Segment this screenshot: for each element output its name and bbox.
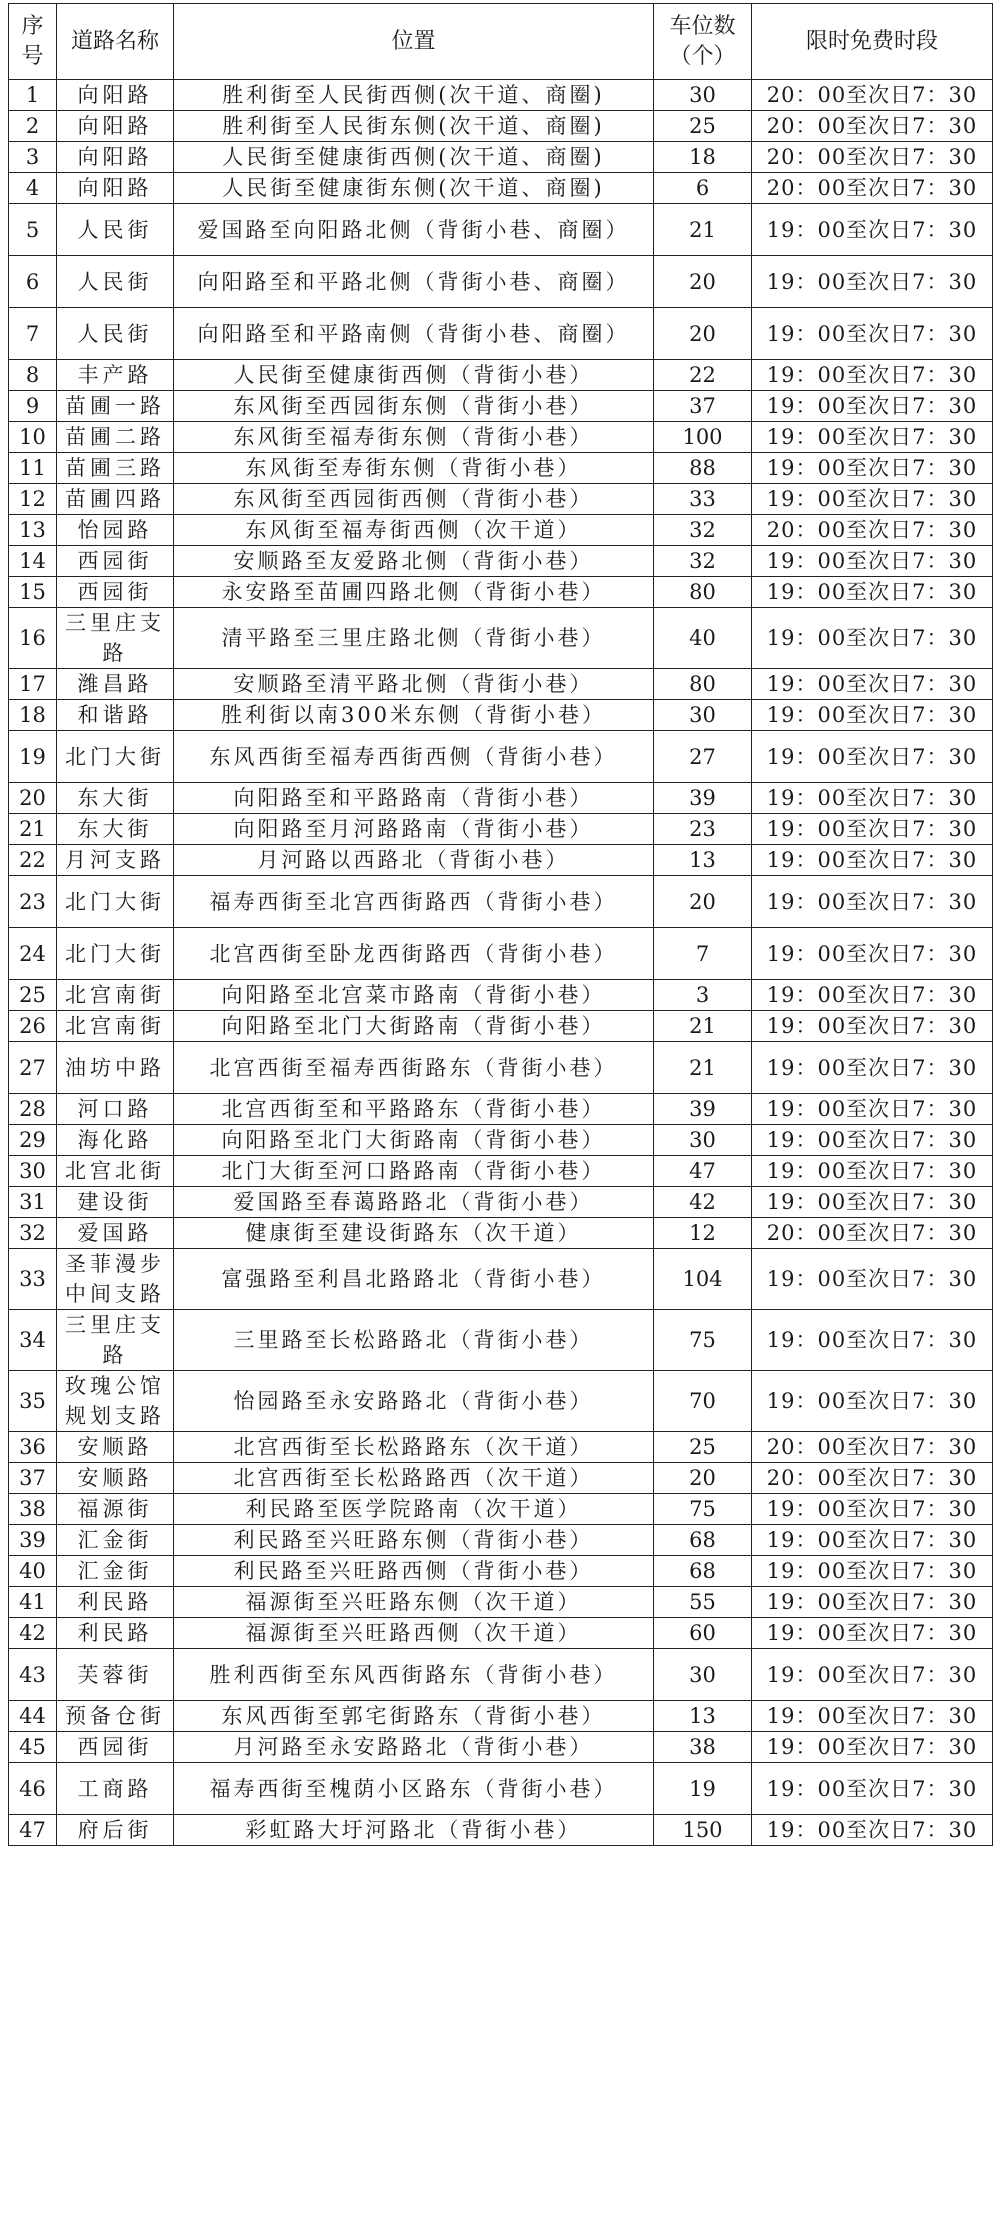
row-spaces: 60 bbox=[654, 1618, 752, 1649]
row-spaces: 23 bbox=[654, 814, 752, 845]
free-parking-table bbox=[8, 3, 993, 1846]
table-row bbox=[9, 814, 993, 845]
row-road-name: 汇金街 bbox=[57, 1556, 174, 1587]
row-road-name: 利民路 bbox=[57, 1618, 174, 1649]
row-road-name: 人民街 bbox=[57, 308, 174, 360]
row-spaces: 27 bbox=[654, 731, 752, 783]
table-row bbox=[9, 391, 993, 422]
row-free-time: 19：00至次日7：30 bbox=[752, 876, 993, 928]
row-free-time: 19：00至次日7：30 bbox=[752, 1042, 993, 1094]
row-road-name: 北门大街 bbox=[57, 731, 174, 783]
row-free-time: 19：00至次日7：30 bbox=[752, 1732, 993, 1763]
row-spaces: 39 bbox=[654, 783, 752, 814]
table-row bbox=[9, 608, 993, 669]
row-index: 12 bbox=[9, 484, 57, 515]
row-index: 16 bbox=[9, 608, 57, 669]
row-free-time: 19：00至次日7：30 bbox=[752, 1525, 993, 1556]
row-location: 爱国路至向阳路北侧（背街小巷、商圈） bbox=[174, 204, 654, 256]
row-spaces: 80 bbox=[654, 669, 752, 700]
row-road-name: 玫瑰公馆规划支路 bbox=[57, 1371, 174, 1432]
row-index: 19 bbox=[9, 731, 57, 783]
row-location: 三里路至长松路路北（背街小巷） bbox=[174, 1310, 654, 1371]
row-location: 向阳路至和平路南侧（背街小巷、商圈） bbox=[174, 308, 654, 360]
row-index: 32 bbox=[9, 1218, 57, 1249]
row-index: 40 bbox=[9, 1556, 57, 1587]
table-row bbox=[9, 1618, 993, 1649]
row-road-name: 北门大街 bbox=[57, 928, 174, 980]
row-location: 东风街至寿街东侧（背街小巷） bbox=[174, 453, 654, 484]
row-road-name: 北宫南街 bbox=[57, 980, 174, 1011]
table-row bbox=[9, 256, 993, 308]
row-free-time: 19：00至次日7：30 bbox=[752, 1649, 993, 1701]
row-index: 20 bbox=[9, 783, 57, 814]
table-row bbox=[9, 1011, 993, 1042]
row-spaces: 20 bbox=[654, 1463, 752, 1494]
row-road-name: 东大街 bbox=[57, 783, 174, 814]
row-location: 向阳路至和平路北侧（背街小巷、商圈） bbox=[174, 256, 654, 308]
row-index: 22 bbox=[9, 845, 57, 876]
row-index: 9 bbox=[9, 391, 57, 422]
row-location: 北宫西街至和平路路东（背街小巷） bbox=[174, 1094, 654, 1125]
row-index: 17 bbox=[9, 669, 57, 700]
row-spaces: 32 bbox=[654, 546, 752, 577]
row-index: 7 bbox=[9, 308, 57, 360]
row-road-name: 西园街 bbox=[57, 577, 174, 608]
row-free-time: 20：00至次日7：30 bbox=[752, 111, 993, 142]
row-free-time: 19：00至次日7：30 bbox=[752, 669, 993, 700]
row-location: 东风西街至郭宅街路东（背街小巷） bbox=[174, 1701, 654, 1732]
table-row bbox=[9, 1701, 993, 1732]
row-location: 向阳路至和平路路南（背街小巷） bbox=[174, 783, 654, 814]
row-location: 东风街至福寿街东侧（背街小巷） bbox=[174, 422, 654, 453]
row-index: 36 bbox=[9, 1432, 57, 1463]
row-road-name: 潍昌路 bbox=[57, 669, 174, 700]
table-row bbox=[9, 1156, 993, 1187]
table-header-row bbox=[9, 4, 993, 80]
row-location: 富强路至利昌北路路北（背街小巷） bbox=[174, 1249, 654, 1310]
row-index: 1 bbox=[9, 80, 57, 111]
row-road-name: 北宫北街 bbox=[57, 1156, 174, 1187]
row-spaces: 13 bbox=[654, 1701, 752, 1732]
row-spaces: 38 bbox=[654, 1732, 752, 1763]
row-index: 39 bbox=[9, 1525, 57, 1556]
row-road-name: 汇金街 bbox=[57, 1525, 174, 1556]
row-free-time: 20：00至次日7：30 bbox=[752, 1463, 993, 1494]
table-row bbox=[9, 1815, 993, 1846]
row-free-time: 20：00至次日7：30 bbox=[752, 1432, 993, 1463]
row-spaces: 6 bbox=[654, 173, 752, 204]
row-road-name: 工商路 bbox=[57, 1763, 174, 1815]
row-free-time: 19：00至次日7：30 bbox=[752, 1310, 993, 1371]
row-spaces: 40 bbox=[654, 608, 752, 669]
row-spaces: 21 bbox=[654, 1042, 752, 1094]
row-free-time: 19：00至次日7：30 bbox=[752, 308, 993, 360]
row-index: 35 bbox=[9, 1371, 57, 1432]
row-spaces: 12 bbox=[654, 1218, 752, 1249]
row-location: 安顺路至清平路北侧（背街小巷） bbox=[174, 669, 654, 700]
table-row bbox=[9, 422, 993, 453]
row-index: 13 bbox=[9, 515, 57, 546]
row-location: 北宫西街至卧龙西街路西（背街小巷） bbox=[174, 928, 654, 980]
row-location: 福源街至兴旺路西侧（次干道） bbox=[174, 1618, 654, 1649]
row-free-time: 19：00至次日7：30 bbox=[752, 928, 993, 980]
row-index: 33 bbox=[9, 1249, 57, 1310]
table-row bbox=[9, 1525, 993, 1556]
row-index: 27 bbox=[9, 1042, 57, 1094]
row-index: 23 bbox=[9, 876, 57, 928]
row-free-time: 19：00至次日7：30 bbox=[752, 1701, 993, 1732]
row-index: 43 bbox=[9, 1649, 57, 1701]
table-row bbox=[9, 928, 993, 980]
table-row bbox=[9, 80, 993, 111]
table-row bbox=[9, 1218, 993, 1249]
row-spaces: 75 bbox=[654, 1494, 752, 1525]
row-location: 爱国路至春蔼路路北（背街小巷） bbox=[174, 1187, 654, 1218]
table-row bbox=[9, 484, 993, 515]
row-spaces: 19 bbox=[654, 1763, 752, 1815]
row-road-name: 向阳路 bbox=[57, 111, 174, 142]
row-index: 29 bbox=[9, 1125, 57, 1156]
header-free-time: 限时免费时段 bbox=[752, 4, 993, 80]
row-location: 北宫西街至长松路路东（次干道） bbox=[174, 1432, 654, 1463]
row-free-time: 20：00至次日7：30 bbox=[752, 1218, 993, 1249]
row-spaces: 22 bbox=[654, 360, 752, 391]
row-location: 东风街至西园街西侧（背街小巷） bbox=[174, 484, 654, 515]
row-spaces: 42 bbox=[654, 1187, 752, 1218]
row-spaces: 37 bbox=[654, 391, 752, 422]
row-index: 26 bbox=[9, 1011, 57, 1042]
row-index: 30 bbox=[9, 1156, 57, 1187]
row-spaces: 21 bbox=[654, 204, 752, 256]
row-road-name: 苗圃一路 bbox=[57, 391, 174, 422]
row-index: 8 bbox=[9, 360, 57, 391]
table-row bbox=[9, 111, 993, 142]
row-road-name: 河口路 bbox=[57, 1094, 174, 1125]
row-location: 月河路以西路北（背街小巷） bbox=[174, 845, 654, 876]
row-spaces: 25 bbox=[654, 1432, 752, 1463]
row-spaces: 30 bbox=[654, 1649, 752, 1701]
row-spaces: 75 bbox=[654, 1310, 752, 1371]
table-row bbox=[9, 1042, 993, 1094]
row-location: 北门大街至河口路路南（背街小巷） bbox=[174, 1156, 654, 1187]
row-free-time: 19：00至次日7：30 bbox=[752, 360, 993, 391]
row-spaces: 13 bbox=[654, 845, 752, 876]
row-road-name: 福源街 bbox=[57, 1494, 174, 1525]
row-location: 福寿西街至槐荫小区路东（背街小巷） bbox=[174, 1763, 654, 1815]
row-location: 永安路至苗圃四路北侧（背街小巷） bbox=[174, 577, 654, 608]
row-index: 25 bbox=[9, 980, 57, 1011]
row-location: 北宫西街至福寿西街路东（背街小巷） bbox=[174, 1042, 654, 1094]
row-road-name: 东大街 bbox=[57, 814, 174, 845]
row-index: 44 bbox=[9, 1701, 57, 1732]
row-location: 东风街至西园街东侧（背街小巷） bbox=[174, 391, 654, 422]
table-row bbox=[9, 515, 993, 546]
row-free-time: 19：00至次日7：30 bbox=[752, 204, 993, 256]
row-road-name: 丰产路 bbox=[57, 360, 174, 391]
header-road-name: 道路名称 bbox=[57, 4, 174, 80]
row-spaces: 88 bbox=[654, 453, 752, 484]
row-index: 4 bbox=[9, 173, 57, 204]
row-road-name: 人民街 bbox=[57, 256, 174, 308]
row-index: 14 bbox=[9, 546, 57, 577]
row-free-time: 20：00至次日7：30 bbox=[752, 173, 993, 204]
row-free-time: 20：00至次日7：30 bbox=[752, 142, 993, 173]
row-free-time: 19：00至次日7：30 bbox=[752, 1125, 993, 1156]
row-location: 月河路至永安路路北（背街小巷） bbox=[174, 1732, 654, 1763]
row-free-time: 19：00至次日7：30 bbox=[752, 845, 993, 876]
row-spaces: 68 bbox=[654, 1556, 752, 1587]
table-row bbox=[9, 1494, 993, 1525]
row-spaces: 68 bbox=[654, 1525, 752, 1556]
row-index: 46 bbox=[9, 1763, 57, 1815]
row-free-time: 19：00至次日7：30 bbox=[752, 1815, 993, 1846]
row-free-time: 19：00至次日7：30 bbox=[752, 422, 993, 453]
row-index: 31 bbox=[9, 1187, 57, 1218]
row-index: 34 bbox=[9, 1310, 57, 1371]
row-location: 北宫西街至长松路路西（次干道） bbox=[174, 1463, 654, 1494]
parking-table-container bbox=[8, 3, 992, 1846]
row-index: 38 bbox=[9, 1494, 57, 1525]
row-road-name: 芙蓉街 bbox=[57, 1649, 174, 1701]
row-free-time: 19：00至次日7：30 bbox=[752, 1494, 993, 1525]
row-road-name: 预备仓街 bbox=[57, 1701, 174, 1732]
row-spaces: 18 bbox=[654, 142, 752, 173]
row-spaces: 32 bbox=[654, 515, 752, 546]
row-location: 向阳路至北门大街路南（背街小巷） bbox=[174, 1125, 654, 1156]
row-free-time: 19：00至次日7：30 bbox=[752, 1011, 993, 1042]
row-road-name: 府后街 bbox=[57, 1815, 174, 1846]
row-road-name: 西园街 bbox=[57, 1732, 174, 1763]
table-row bbox=[9, 360, 993, 391]
table-row bbox=[9, 1249, 993, 1310]
table-row bbox=[9, 204, 993, 256]
row-index: 6 bbox=[9, 256, 57, 308]
row-road-name: 利民路 bbox=[57, 1587, 174, 1618]
table-row bbox=[9, 453, 993, 484]
table-row bbox=[9, 845, 993, 876]
header-index: 序号 bbox=[9, 4, 57, 80]
table-row bbox=[9, 1587, 993, 1618]
row-road-name: 怡园路 bbox=[57, 515, 174, 546]
table-row bbox=[9, 980, 993, 1011]
row-index: 2 bbox=[9, 111, 57, 142]
row-road-name: 北门大街 bbox=[57, 876, 174, 928]
row-location: 胜利街以南300米东侧（背街小巷） bbox=[174, 700, 654, 731]
row-free-time: 19：00至次日7：30 bbox=[752, 546, 993, 577]
row-index: 28 bbox=[9, 1094, 57, 1125]
row-free-time: 19：00至次日7：30 bbox=[752, 256, 993, 308]
row-spaces: 150 bbox=[654, 1815, 752, 1846]
row-location: 清平路至三里庄路北侧（背街小巷） bbox=[174, 608, 654, 669]
row-road-name: 月河支路 bbox=[57, 845, 174, 876]
table-row bbox=[9, 1310, 993, 1371]
table-row bbox=[9, 1094, 993, 1125]
row-road-name: 西园街 bbox=[57, 546, 174, 577]
row-road-name: 三里庄支路 bbox=[57, 608, 174, 669]
row-road-name: 向阳路 bbox=[57, 80, 174, 111]
row-spaces: 55 bbox=[654, 1587, 752, 1618]
table-row bbox=[9, 1371, 993, 1432]
row-road-name: 油坊中路 bbox=[57, 1042, 174, 1094]
table-row bbox=[9, 173, 993, 204]
row-road-name: 和谐路 bbox=[57, 700, 174, 731]
row-road-name: 北宫南街 bbox=[57, 1011, 174, 1042]
row-index: 41 bbox=[9, 1587, 57, 1618]
row-location: 向阳路至月河路路南（背街小巷） bbox=[174, 814, 654, 845]
row-location: 福源街至兴旺路东侧（次干道） bbox=[174, 1587, 654, 1618]
table-row bbox=[9, 577, 993, 608]
row-spaces: 20 bbox=[654, 876, 752, 928]
row-spaces: 70 bbox=[654, 1371, 752, 1432]
row-free-time: 19：00至次日7：30 bbox=[752, 1094, 993, 1125]
row-road-name: 安顺路 bbox=[57, 1463, 174, 1494]
row-road-name: 苗圃二路 bbox=[57, 422, 174, 453]
row-road-name: 建设街 bbox=[57, 1187, 174, 1218]
row-location: 人民街至健康街西侧(次干道、商圈) bbox=[174, 142, 654, 173]
row-free-time: 19：00至次日7：30 bbox=[752, 1187, 993, 1218]
row-location: 东风街至福寿街西侧（次干道） bbox=[174, 515, 654, 546]
row-index: 21 bbox=[9, 814, 57, 845]
table-row bbox=[9, 1463, 993, 1494]
row-road-name: 向阳路 bbox=[57, 142, 174, 173]
row-road-name: 海化路 bbox=[57, 1125, 174, 1156]
table-row bbox=[9, 876, 993, 928]
row-free-time: 19：00至次日7：30 bbox=[752, 731, 993, 783]
row-location: 利民路至兴旺路东侧（背街小巷） bbox=[174, 1525, 654, 1556]
row-index: 10 bbox=[9, 422, 57, 453]
row-location: 胜利西街至东风西街路东（背街小巷） bbox=[174, 1649, 654, 1701]
table-row bbox=[9, 1732, 993, 1763]
row-spaces: 3 bbox=[654, 980, 752, 1011]
row-index: 47 bbox=[9, 1815, 57, 1846]
row-index: 24 bbox=[9, 928, 57, 980]
row-free-time: 19：00至次日7：30 bbox=[752, 783, 993, 814]
table-row bbox=[9, 1763, 993, 1815]
row-location: 胜利街至人民街东侧(次干道、商圈) bbox=[174, 111, 654, 142]
row-spaces: 30 bbox=[654, 80, 752, 111]
row-free-time: 19：00至次日7：30 bbox=[752, 608, 993, 669]
row-spaces: 30 bbox=[654, 1125, 752, 1156]
row-location: 福寿西街至北宫西街路西（背街小巷） bbox=[174, 876, 654, 928]
table-row bbox=[9, 1187, 993, 1218]
row-index: 11 bbox=[9, 453, 57, 484]
row-free-time: 19：00至次日7：30 bbox=[752, 1587, 993, 1618]
row-road-name: 苗圃三路 bbox=[57, 453, 174, 484]
row-location: 安顺路至友爱路北侧（背街小巷） bbox=[174, 546, 654, 577]
row-free-time: 19：00至次日7：30 bbox=[752, 1618, 993, 1649]
row-index: 45 bbox=[9, 1732, 57, 1763]
row-spaces: 21 bbox=[654, 1011, 752, 1042]
row-free-time: 19：00至次日7：30 bbox=[752, 1371, 993, 1432]
table-body bbox=[9, 80, 993, 1846]
row-road-name: 向阳路 bbox=[57, 173, 174, 204]
row-free-time: 19：00至次日7：30 bbox=[752, 453, 993, 484]
row-spaces: 33 bbox=[654, 484, 752, 515]
row-free-time: 19：00至次日7：30 bbox=[752, 484, 993, 515]
row-location: 怡园路至永安路路北（背街小巷） bbox=[174, 1371, 654, 1432]
row-free-time: 19：00至次日7：30 bbox=[752, 1763, 993, 1815]
row-free-time: 19：00至次日7：30 bbox=[752, 577, 993, 608]
table-row bbox=[9, 1125, 993, 1156]
row-spaces: 47 bbox=[654, 1156, 752, 1187]
table-row bbox=[9, 669, 993, 700]
row-spaces: 100 bbox=[654, 422, 752, 453]
row-spaces: 30 bbox=[654, 700, 752, 731]
row-spaces: 20 bbox=[654, 308, 752, 360]
row-road-name: 人民街 bbox=[57, 204, 174, 256]
row-location: 胜利街至人民街西侧(次干道、商圈) bbox=[174, 80, 654, 111]
row-free-time: 19：00至次日7：30 bbox=[752, 980, 993, 1011]
row-free-time: 20：00至次日7：30 bbox=[752, 515, 993, 546]
row-free-time: 19：00至次日7：30 bbox=[752, 1249, 993, 1310]
row-spaces: 20 bbox=[654, 256, 752, 308]
row-free-time: 19：00至次日7：30 bbox=[752, 391, 993, 422]
table-row bbox=[9, 1432, 993, 1463]
table-row bbox=[9, 546, 993, 577]
row-spaces: 104 bbox=[654, 1249, 752, 1310]
row-free-time: 19：00至次日7：30 bbox=[752, 1156, 993, 1187]
row-free-time: 19：00至次日7：30 bbox=[752, 1556, 993, 1587]
row-location: 向阳路至北门大街路南（背街小巷） bbox=[174, 1011, 654, 1042]
table-row bbox=[9, 700, 993, 731]
header-spaces: 车位数（个） bbox=[654, 4, 752, 80]
row-location: 利民路至兴旺路西侧（背街小巷） bbox=[174, 1556, 654, 1587]
table-row bbox=[9, 731, 993, 783]
row-road-name: 安顺路 bbox=[57, 1432, 174, 1463]
row-free-time: 20：00至次日7：30 bbox=[752, 80, 993, 111]
row-location: 人民街至健康街东侧(次干道、商圈) bbox=[174, 173, 654, 204]
row-road-name: 爱国路 bbox=[57, 1218, 174, 1249]
row-location: 向阳路至北宫菜市路南（背街小巷） bbox=[174, 980, 654, 1011]
table-row bbox=[9, 142, 993, 173]
row-location: 利民路至医学院路南（次干道） bbox=[174, 1494, 654, 1525]
row-index: 18 bbox=[9, 700, 57, 731]
row-location: 彩虹路大圩河路北（背街小巷） bbox=[174, 1815, 654, 1846]
table-row bbox=[9, 1649, 993, 1701]
row-road-name: 三里庄支路 bbox=[57, 1310, 174, 1371]
row-index: 15 bbox=[9, 577, 57, 608]
row-spaces: 39 bbox=[654, 1094, 752, 1125]
table-row bbox=[9, 308, 993, 360]
row-location: 健康街至建设街路东（次干道） bbox=[174, 1218, 654, 1249]
row-index: 42 bbox=[9, 1618, 57, 1649]
header-location: 位置 bbox=[174, 4, 654, 80]
row-index: 37 bbox=[9, 1463, 57, 1494]
table-row bbox=[9, 1556, 993, 1587]
row-location: 人民街至健康街西侧（背街小巷） bbox=[174, 360, 654, 391]
table-row bbox=[9, 783, 993, 814]
row-location: 东风西街至福寿西街西侧（背街小巷） bbox=[174, 731, 654, 783]
row-index: 5 bbox=[9, 204, 57, 256]
row-road-name: 苗圃四路 bbox=[57, 484, 174, 515]
row-spaces: 80 bbox=[654, 577, 752, 608]
row-free-time: 19：00至次日7：30 bbox=[752, 700, 993, 731]
row-spaces: 25 bbox=[654, 111, 752, 142]
row-free-time: 19：00至次日7：30 bbox=[752, 814, 993, 845]
row-spaces: 7 bbox=[654, 928, 752, 980]
row-road-name: 圣菲漫步中间支路 bbox=[57, 1249, 174, 1310]
row-index: 3 bbox=[9, 142, 57, 173]
